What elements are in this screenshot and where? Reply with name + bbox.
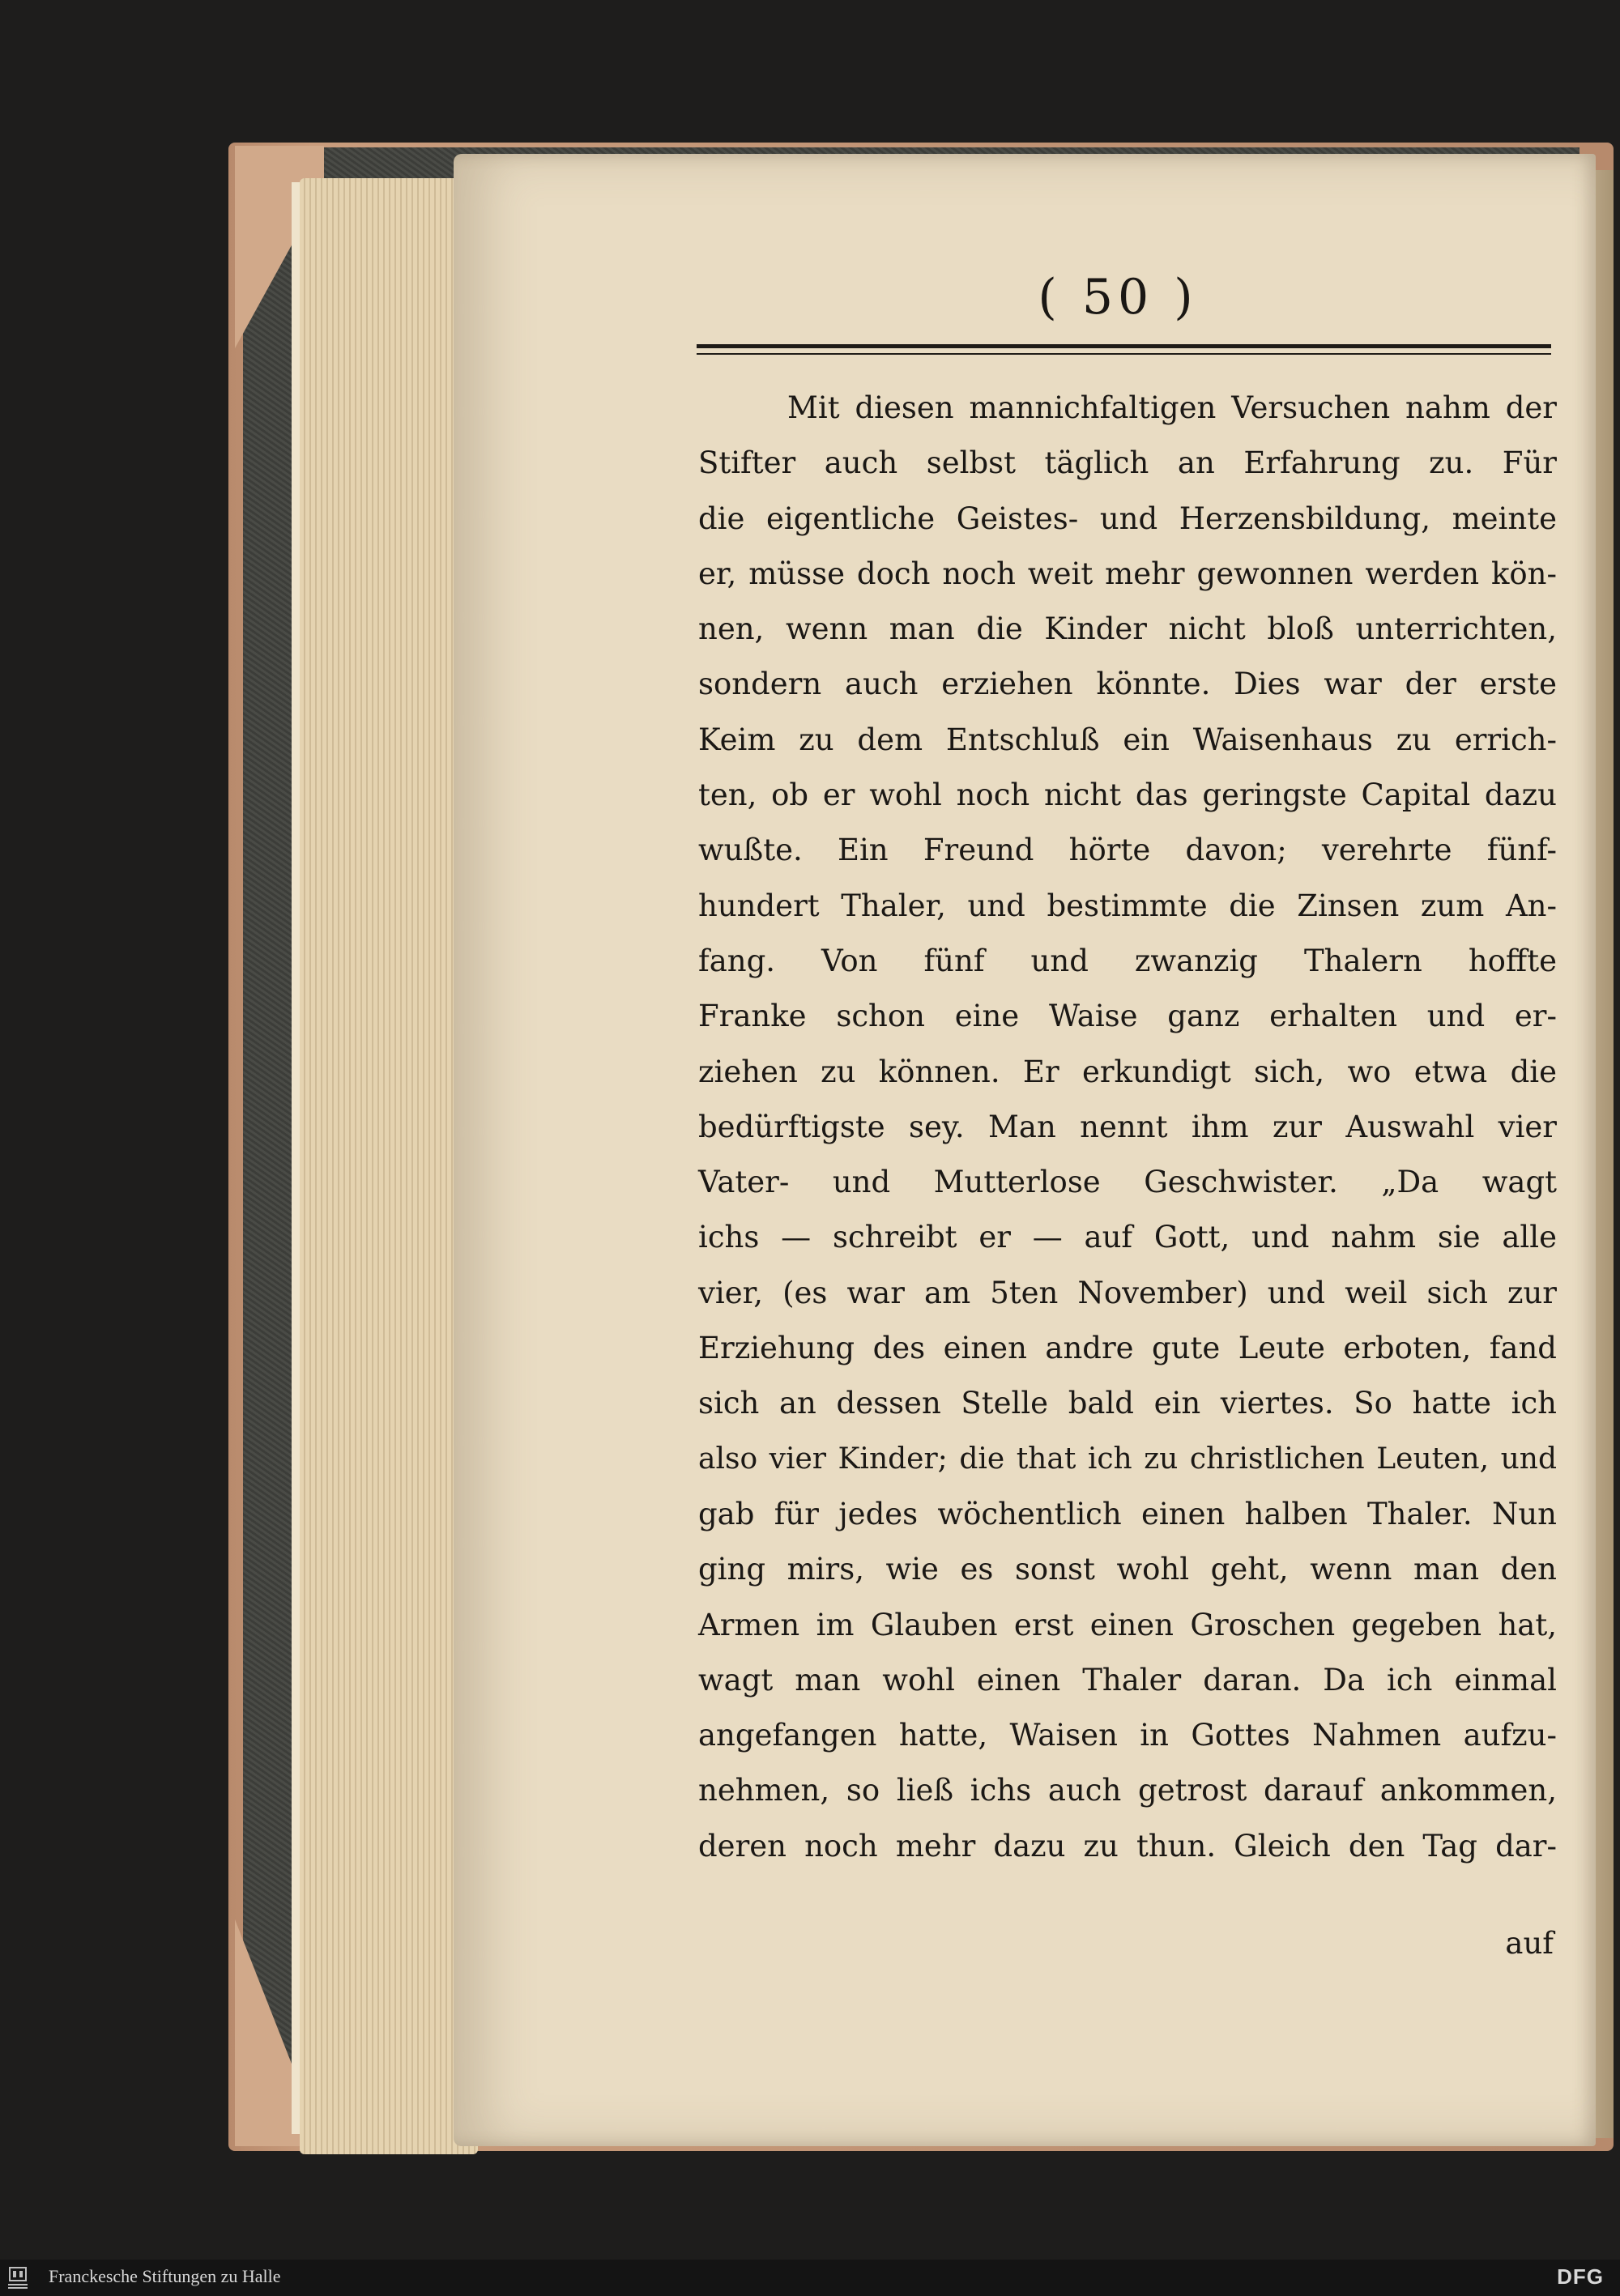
text-line: ging mirs, wie es sonst wohl geht, wenn man den	[698, 1552, 1557, 1587]
text-line: Stifter auch selbst täglich an Erfahrung zu. Für	[698, 445, 1557, 481]
text-line: hundert Thaler, und bestimmte die Zinsen zum An-	[698, 888, 1557, 923]
text-line: wußte. Ein Freund hörte davon; verehrte fünf-	[698, 833, 1557, 868]
text-line: bedürftigste sey. Man nennt ihm zur Auswahl vier	[698, 1109, 1557, 1144]
text-line: wagt man wohl einen Thaler daran. Da ich einmal	[698, 1662, 1557, 1698]
text-line: ichs — schreibt er — auf Gott, und nahm sie alle	[698, 1220, 1557, 1255]
text-line: Franke schon eine Waise ganz erhalten und er-	[698, 999, 1557, 1034]
text-line: ten, ob er wohl noch nicht das geringste Capital dazu	[698, 777, 1557, 813]
footer-brand: DFG	[1557, 2264, 1604, 2289]
text-line: Armen im Glauben erst einen Groschen gegeben hat,	[698, 1607, 1557, 1642]
text-line: nehmen, so ließ ichs auch getrost darauf ankommen,	[698, 1773, 1557, 1808]
text-line: sich an dessen Stelle bald ein viertes. So hatte ich	[698, 1386, 1557, 1421]
text-line: sondern auch erziehen könnte. Dies war der erste	[698, 667, 1557, 702]
text-line: die eigentliche Geistes- und Herzensbildung, meinte	[698, 501, 1557, 536]
text-line: also vier Kinder; die that ich zu christlichen Leuten, und	[698, 1442, 1557, 1476]
text-line: angefangen hatte, Waisen in Gottes Nahmen aufzu-	[698, 1718, 1557, 1753]
header-rule-thick	[697, 344, 1551, 348]
text-line: er, müsse doch noch weit mehr gewonnen werden kön-	[698, 556, 1557, 591]
text-line: Keim zu dem Entschluß ein Waisenhaus zu errich-	[698, 722, 1557, 757]
text-line: gab für jedes wöchentlich einen halben Thaler. Nun	[698, 1496, 1557, 1531]
text-line: fang. Von fünf und zwanzig Thalern hoffte	[698, 943, 1557, 978]
text-line: ziehen zu können. Er erkundigt sich, wo etwa die	[698, 1054, 1557, 1089]
footer-institution: Franckesche Stiftungen zu Halle	[49, 2266, 281, 2286]
body-text	[698, 381, 1557, 1874]
text-line: nen, wenn man die Kinder nicht bloß unterrichten,	[698, 611, 1557, 647]
catchword: auf	[1505, 1926, 1554, 1961]
text-line: Erziehung des einen andre gute Leute erboten, fand	[698, 1331, 1557, 1366]
page-block-edges	[300, 178, 478, 2154]
page-number: ( 50 )	[1038, 269, 1198, 326]
institution-logo-icon	[5, 2264, 31, 2292]
text-line: deren noch mehr dazu zu thun. Gleich den Tag dar-	[698, 1828, 1557, 1864]
header-rule-thin	[697, 353, 1551, 355]
text-line: Vater- und Mutterlose Geschwister. „Da wagt	[698, 1165, 1557, 1200]
text-line: Mit diesen mannichfaltigen Versuchen nahm der	[787, 390, 1557, 425]
text-line: vier, (es war am 5ten November) und weil sich zur	[698, 1275, 1557, 1310]
